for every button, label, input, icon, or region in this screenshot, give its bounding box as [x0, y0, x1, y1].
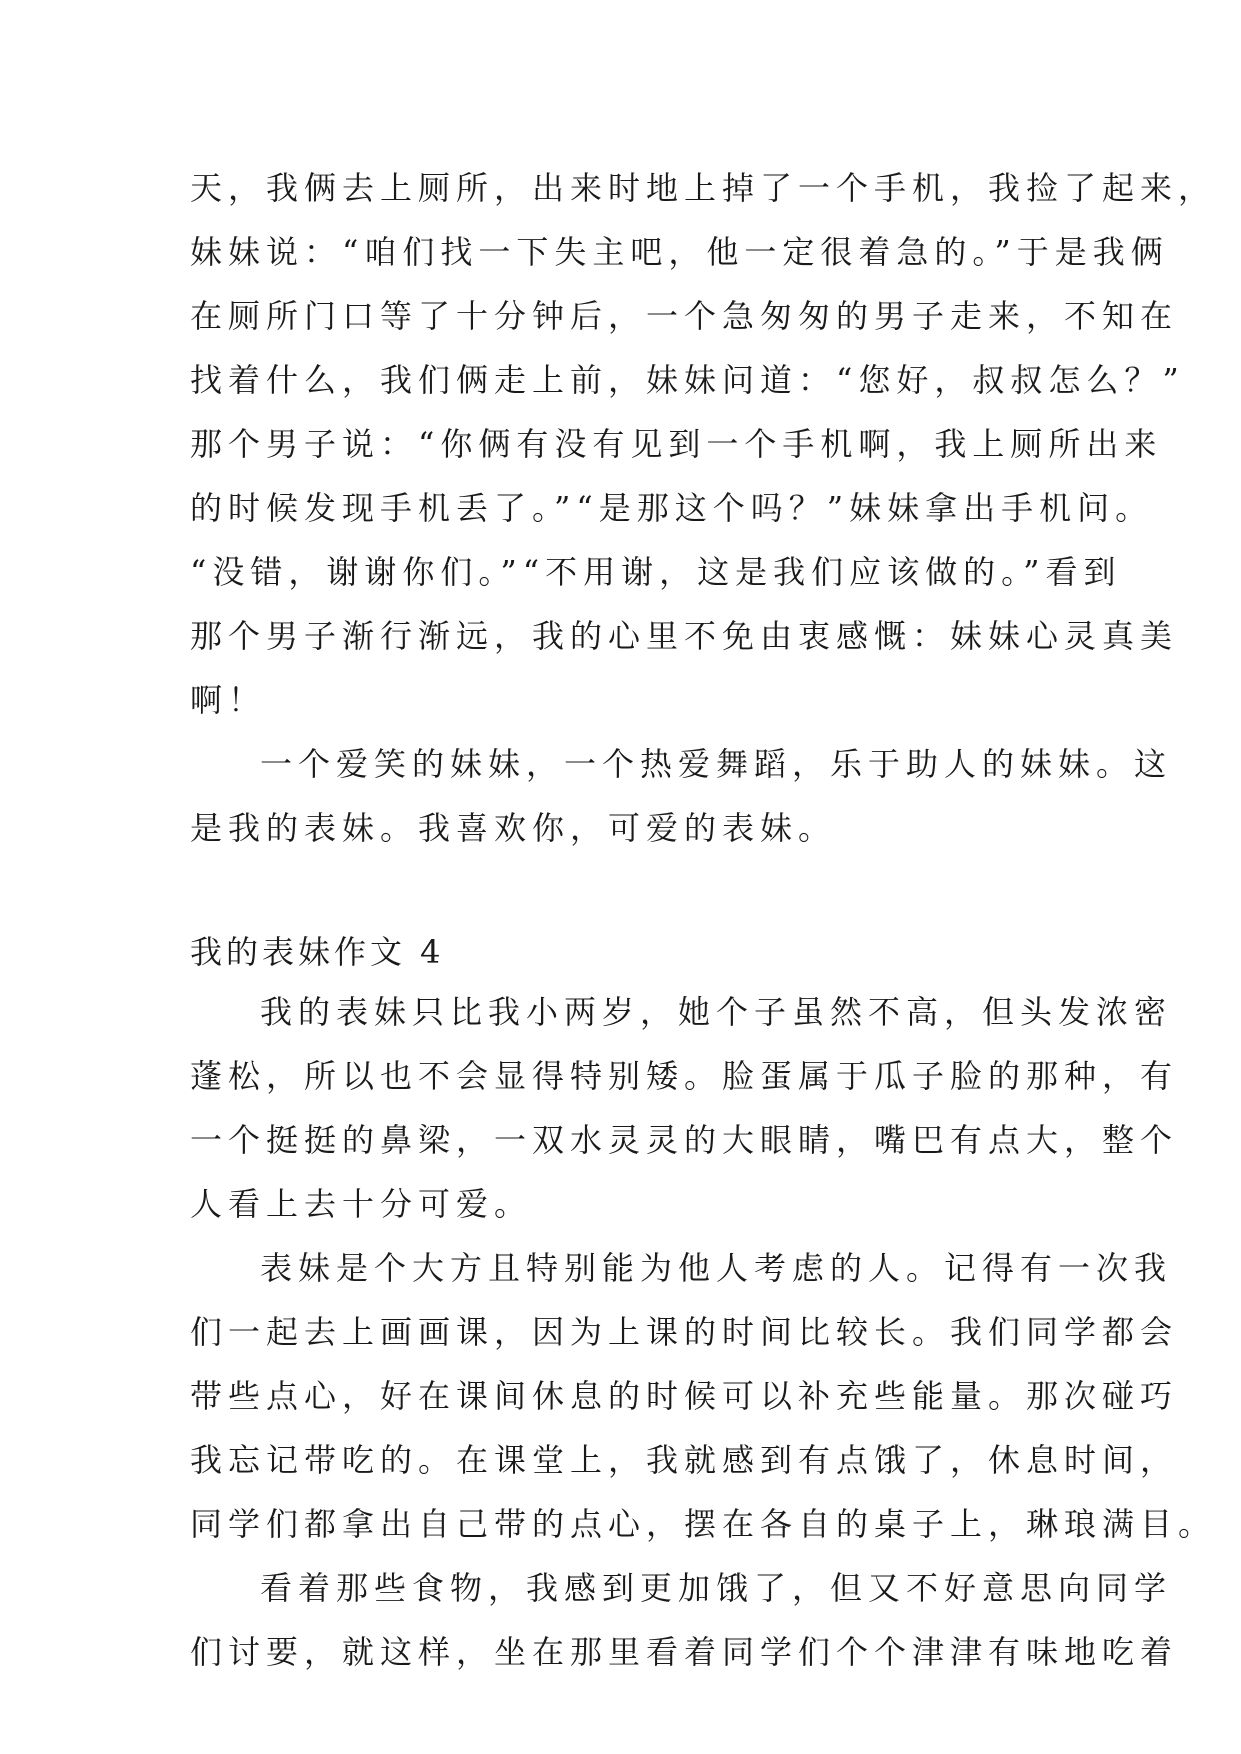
- paragraph-3: [190, 1556, 1179, 1684]
- text-line: 的时候发现手机丢了。”“是那这个吗？”妹妹拿出手机问。: [190, 489, 1154, 527]
- text-line: 一个爱笑的妹妹，一个热爱舞蹈，乐于助人的妹妹。这: [260, 745, 1173, 783]
- text-line: 找着什么，我们俩走上前，妹妹问道：“您好，叔叔怎么？”: [190, 361, 1185, 399]
- paragraph-closing: [190, 732, 1173, 860]
- text-line: 同学们都拿出自己带的点心，摆在各自的桌子上，琳琅满目。: [190, 1505, 1217, 1543]
- text-line: 在厕所门口等了十分钟后，一个急匆匆的男子走来，不知在: [190, 297, 1179, 335]
- text-line: 是我的表妹。我喜欢你，可爱的表妹。: [190, 809, 837, 847]
- text-line: 带些点心，好在课间休息的时候可以补充些能量。那次碰巧: [190, 1377, 1179, 1415]
- text-line: 我的表妹只比我小两岁，她个子虽然不高，但头发浓密: [260, 993, 1173, 1031]
- text-line: 那个男子渐行渐远，我的心里不免由衷感慨：妹妹心灵真美: [190, 617, 1179, 655]
- text-line: 们讨要，就这样，坐在那里看着同学们个个津津有味地吃着: [190, 1633, 1179, 1671]
- paragraph-continued: [190, 156, 1217, 732]
- text-line: 我忘记带吃的。在课堂上，我就感到有点饿了，休息时间，: [190, 1441, 1179, 1479]
- text-line: 啊！: [190, 681, 267, 719]
- text-line: “没错，谢谢你们。”“不用谢，这是我们应该做的。”看到: [190, 553, 1122, 591]
- text-line: 们一起去上画画课，因为上课的时间比较长。我们同学都会: [190, 1313, 1179, 1351]
- section-heading: 我的表妹作文 4: [190, 933, 445, 971]
- text-line: 妹妹说：“咱们找一下失主吧，他一定很着急的。”于是我俩: [190, 233, 1169, 271]
- paragraph-2: [190, 1236, 1217, 1556]
- text-line: 天，我俩去上厕所，出来时地上掉了一个手机，我捡了起来，: [190, 169, 1217, 207]
- essay-body: [190, 156, 1217, 1684]
- text-line: 表妹是个大方且特别能为他人考虑的人。记得有一次我: [260, 1249, 1173, 1287]
- paragraph-1: [190, 980, 1179, 1236]
- text-line: 人看上去十分可爱。: [190, 1185, 533, 1223]
- text-line: 那个男子说：“你俩有没有见到一个手机啊，我上厕所出来: [190, 425, 1163, 463]
- text-line: 看着那些食物，我感到更加饿了，但又不好意思向同学: [260, 1569, 1173, 1607]
- text-line: 蓬松，所以也不会显得特别矮。脸蛋属于瓜子脸的那种，有: [190, 1057, 1179, 1095]
- text-line: 一个挺挺的鼻梁，一双水灵灵的大眼睛，嘴巴有点大，整个: [190, 1121, 1179, 1159]
- section-gap: [190, 860, 1060, 924]
